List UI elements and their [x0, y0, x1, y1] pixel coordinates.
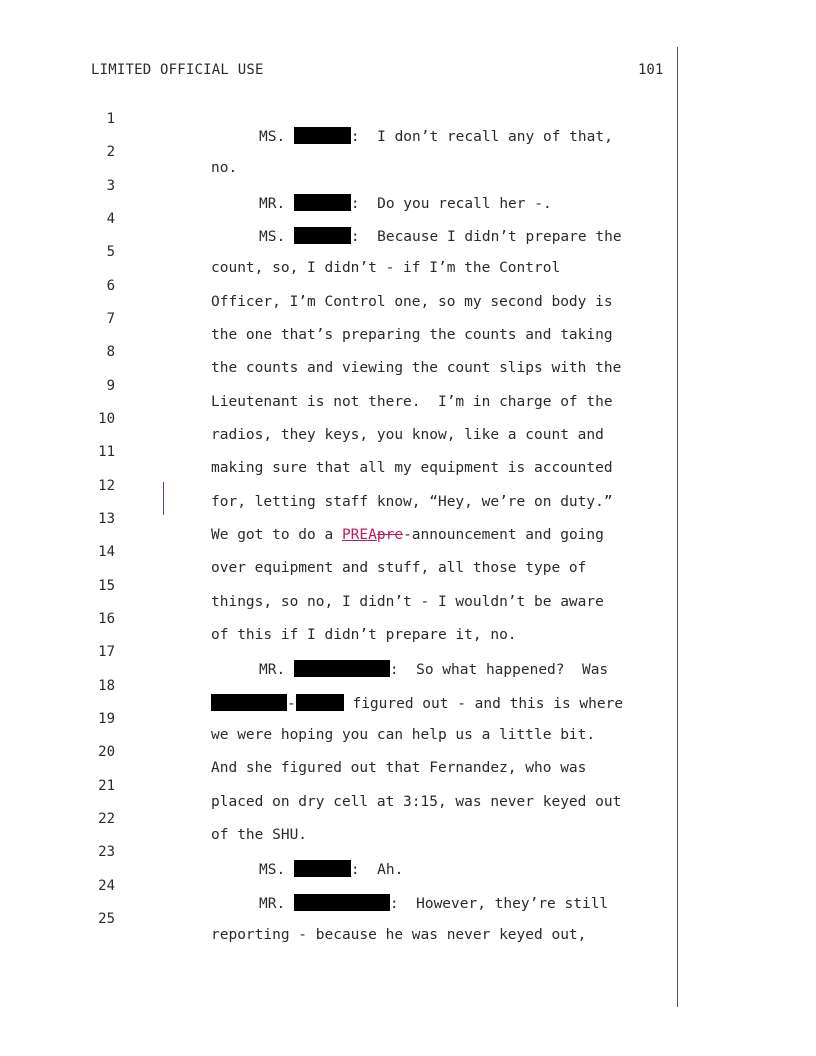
line-text: of this if I didn’t prepare it, no.: [211, 627, 517, 643]
transcript-line: [0, 128, 238, 176]
line-number: 9: [106, 378, 115, 394]
page-header-left: LIMITED OFFICIAL USE: [91, 62, 264, 78]
line-text: Officer, I’m Control one, so my second body is: [211, 294, 613, 310]
line-text: MR. : So what happened? Was: [259, 662, 609, 678]
line-number: 2: [106, 144, 115, 160]
line-number: 13: [98, 511, 115, 527]
line-text: reporting - because he was never keyed out,: [211, 927, 587, 943]
line-number: 4: [106, 211, 115, 227]
line-number: 25: [98, 911, 115, 927]
line-text: the one that’s preparing the counts and taking: [211, 327, 613, 343]
redaction-box: [294, 194, 351, 211]
line-number: 18: [98, 678, 115, 694]
redaction-box: [294, 860, 351, 877]
line-number: 8: [106, 344, 115, 360]
line-text: MS. : Because I didn’t prepare the: [259, 229, 622, 245]
line-number: 23: [98, 844, 115, 860]
line-number: 15: [98, 578, 115, 594]
tracked-deletion: pre: [376, 527, 404, 543]
page-number: 101: [638, 62, 664, 78]
redaction-box: [294, 894, 390, 911]
redaction-box: [296, 694, 344, 711]
line-text: placed on dry cell at 3:15, was never keyed out: [211, 794, 622, 810]
line-number: 6: [106, 278, 115, 294]
line-number: 21: [98, 778, 115, 794]
redaction-box: [294, 660, 390, 677]
line-text: radios, they keys, you know, like a count and: [211, 427, 604, 443]
line-number: 7: [106, 311, 115, 327]
line-text: no.: [211, 160, 238, 176]
line-text: we were hoping you can help us a little bit.: [211, 727, 596, 743]
line-number: 11: [98, 444, 115, 460]
tracked-insertion: PREA: [341, 527, 377, 543]
line-number: 19: [98, 711, 115, 727]
line-text: things, so no, I didn’t - I wouldn’t be aware: [211, 594, 604, 610]
line-text: MS. : Ah.: [259, 862, 404, 878]
right-margin-rule: [677, 47, 678, 1007]
line-number: 10: [98, 411, 115, 427]
redaction-box: [294, 127, 351, 144]
line-text: over equipment and stuff, all those type of: [211, 560, 587, 576]
transcript-line: [0, 95, 613, 145]
redaction-box: [211, 694, 287, 711]
line-text: Lieutenant is not there. I’m in charge of the: [211, 394, 613, 410]
line-text: MR. : Do you recall her -.: [259, 196, 552, 212]
line-text: - figured out - and this is where: [211, 694, 623, 712]
line-text: We got to do a PREApre-announcement and going: [211, 527, 604, 543]
line-number: 5: [106, 244, 115, 260]
revision-change-bar: [163, 482, 164, 515]
line-number: 20: [98, 744, 115, 760]
line-text: of the SHU.: [211, 827, 308, 843]
line-number: 16: [98, 611, 115, 627]
redaction-box: [294, 227, 351, 244]
line-number: 14: [98, 544, 115, 560]
line-text: count, so, I didn’t - if I’m the Control: [211, 260, 561, 276]
line-number: 3: [106, 178, 115, 194]
line-number: 24: [98, 878, 115, 894]
line-text: MR. : However, they’re still: [259, 896, 609, 912]
line-text: And she figured out that Fernandez, who was: [211, 760, 587, 776]
line-text: for, letting staff know, “Hey, we’re on duty.”: [211, 494, 613, 510]
line-text: the counts and viewing the count slips with the: [211, 360, 622, 376]
line-number: 1: [106, 111, 115, 127]
line-text: making sure that all my equipment is accounted: [211, 460, 613, 476]
line-text: MS. : I don’t recall any of that,: [259, 129, 613, 145]
line-number: 17: [98, 644, 115, 660]
line-number: 12: [98, 478, 115, 494]
transcript-line: [0, 795, 308, 843]
line-number: 22: [98, 811, 115, 827]
